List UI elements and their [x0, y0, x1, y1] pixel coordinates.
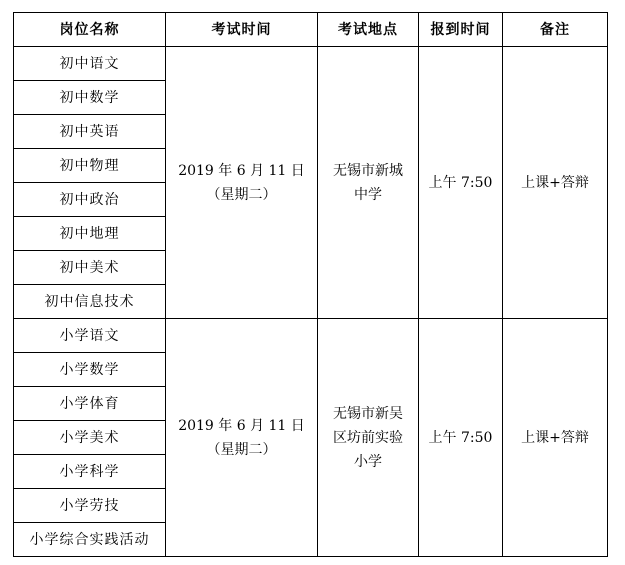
exam-weekday: （星期二） [206, 186, 277, 203]
exam-date: 2019 年 6 月 11 日 [178, 162, 305, 179]
post-cell: 初中信息技术 [14, 285, 166, 319]
post-cell: 小学体育 [14, 387, 166, 421]
exam-place-cell [318, 319, 419, 557]
header-note: 备注 [503, 13, 608, 47]
post-cell: 小学数学 [14, 353, 166, 387]
exam-place-line: 小学 [354, 453, 382, 470]
post-cell: 初中语文 [14, 47, 166, 81]
post-cell: 小学科学 [14, 455, 166, 489]
exam-weekday: （星期二） [206, 441, 277, 458]
exam-schedule-table [13, 12, 608, 557]
post-cell: 初中英语 [14, 115, 166, 149]
note-cell: 上课+答辩 [503, 47, 608, 319]
header-report-time: 报到时间 [419, 13, 503, 47]
post-cell: 小学语文 [14, 319, 166, 353]
table-row [14, 47, 608, 81]
exam-place-cell [318, 47, 419, 319]
post-cell: 初中美术 [14, 251, 166, 285]
post-cell: 初中政治 [14, 183, 166, 217]
post-cell: 小学劳技 [14, 489, 166, 523]
exam-time-cell [166, 47, 318, 319]
exam-date: 2019 年 6 月 11 日 [178, 417, 305, 434]
exam-place-line: 无锡市新城 [333, 162, 403, 179]
header-post: 岗位名称 [14, 13, 166, 47]
exam-place-line: 中学 [354, 186, 382, 203]
header-exam-time: 考试时间 [166, 13, 318, 47]
post-cell: 初中数学 [14, 81, 166, 115]
post-cell: 小学综合实践活动 [14, 523, 166, 557]
header-exam-place: 考试地点 [318, 13, 419, 47]
exam-time-cell [166, 319, 318, 557]
exam-place-line: 无锡市新吴 [333, 405, 403, 422]
note-cell: 上课+答辩 [503, 319, 608, 557]
table-header-row [14, 13, 608, 47]
table-row [14, 319, 608, 353]
report-time-cell: 上午 7:50 [419, 319, 503, 557]
post-cell: 小学美术 [14, 421, 166, 455]
post-cell: 初中物理 [14, 149, 166, 183]
post-cell: 初中地理 [14, 217, 166, 251]
exam-place-line: 区坊前实验 [333, 429, 403, 446]
report-time-cell: 上午 7:50 [419, 47, 503, 319]
